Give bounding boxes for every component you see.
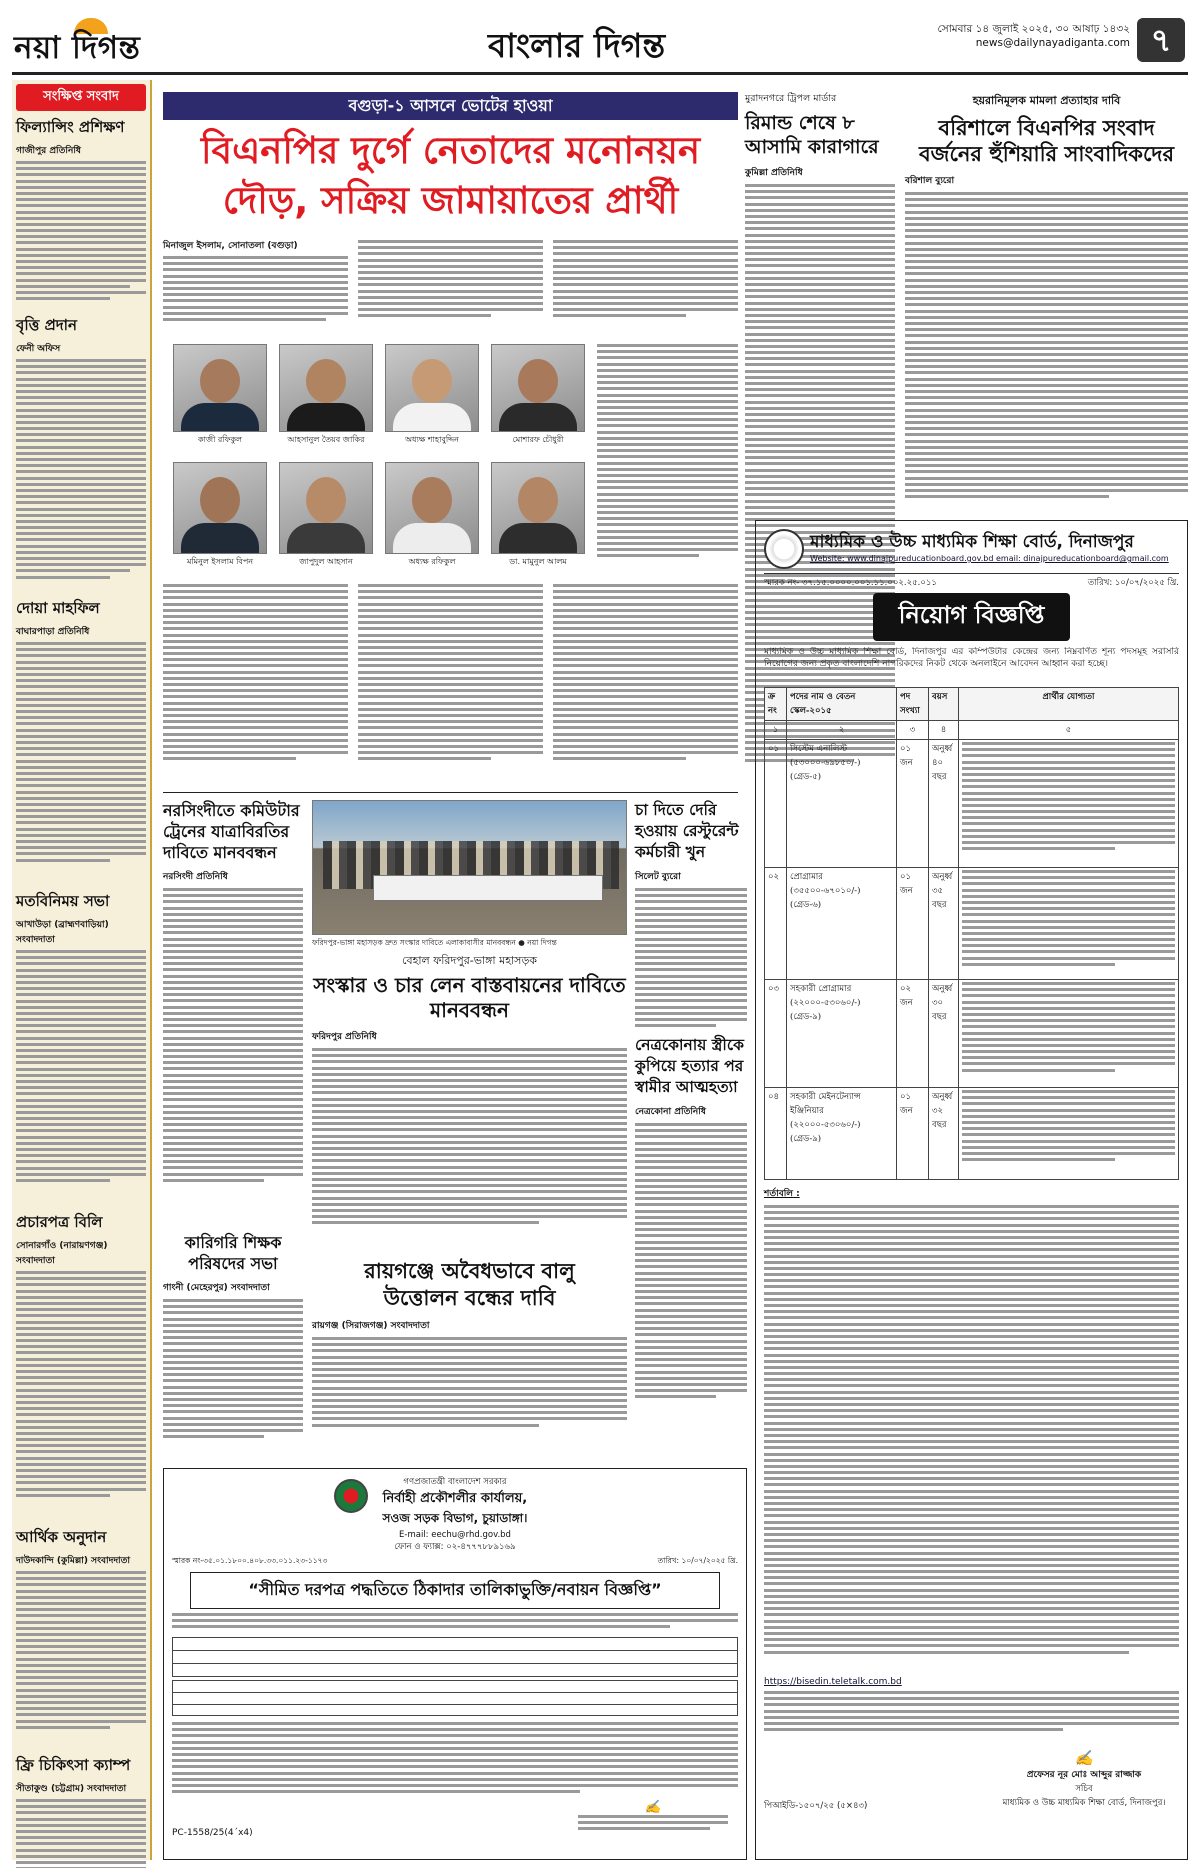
portrait-caption: মমিনুল ইসলাম বিপন [186, 557, 254, 566]
col-number: ২ [787, 721, 897, 740]
masthead [0, 0, 1200, 70]
terms-body [764, 1205, 1179, 1675]
story-kicker: বেহাল ফরিদপুর-ভাঙ্গা মহাসড়ক [401, 954, 537, 967]
tender-gov: গণপ্রজাতন্ত্রী বাংলাদেশ সরকার [403, 1477, 507, 1487]
portrait-caption: মোশারফ চৌধুরী [512, 435, 564, 444]
govt-emblem-icon [334, 1479, 368, 1513]
table-row [765, 1088, 1179, 1180]
table-row [765, 868, 1179, 980]
banner-in-photo [373, 875, 603, 901]
dateline [860, 22, 1130, 50]
brief-item [16, 887, 146, 1208]
portrait-caption: ডা. মামুনুল আলম [509, 557, 567, 566]
row-count: ০১ জন [897, 868, 929, 980]
row-count: ০১ জন [897, 1088, 929, 1180]
story-train [163, 800, 303, 1225]
col-number: ৫ [959, 721, 1179, 740]
story-sand [312, 1258, 627, 1458]
portrait-caption: অধ্যক্ষ শাহাবুদ্দিন [405, 435, 459, 444]
signatory-role: সচিব [1075, 1784, 1093, 1794]
tender-dept: সওজ সড়ক বিভাগ, চুয়াডাঙ্গা। [382, 1511, 528, 1525]
row-no: ০৪ [765, 1088, 787, 1180]
table-row [765, 980, 1179, 1088]
story-headline: চা দিতে দেরি হওয়ায় রেস্টুরেন্ট কর্মচারী খুন [635, 801, 739, 861]
story-headline: রায়গঞ্জে অবৈধভাবে বালু উত্তোলন বন্ধের দাবি [364, 1259, 575, 1310]
tender-office: নির্বাহী প্রকৌশলীর কার্যালয়, [382, 1491, 528, 1506]
row-post: সহকারী মেইনটেন্যান্স ইঞ্জিনিয়ার (২২০০০-৫৩০৬০/-) (গ্রেড-৯) [787, 1088, 897, 1180]
recruitment-notice [755, 520, 1188, 1860]
lead-body-bottom [163, 584, 738, 784]
photo-caption: ফরিদপুর-ভাঙ্গা মহাসড়ক দ্রুত সংস্কার দাবিতে এলাকাবাসীর মানববন্ধন ● নয়া দিগন্ত [312, 938, 557, 947]
brief-byline: আখাউড়া (ব্রাহ্মণবাড়িয়া) সংবাদদাতা [16, 920, 109, 945]
table-number-row [765, 721, 1179, 740]
vacancy-table [764, 687, 1179, 1180]
tender-phone: ফোন ও ফ্যাক্স: ০২-৪৭৭৭৮৮৯১৬৯ [394, 1542, 516, 1552]
story-byline: রায়গঞ্জ (সিরাজগঞ্জ) সংবাদদাতা [312, 1321, 430, 1331]
brief-item [16, 1208, 146, 1523]
row-qualification [959, 868, 1179, 980]
col-number: ১ [765, 721, 787, 740]
brief-body [16, 161, 146, 311]
row-no: ০৩ [765, 980, 787, 1088]
story-headline: বরিশালে বিএনপির সংবাদ বর্জনের হুঁশিয়ারি সাংবাদিকদের [918, 116, 1175, 166]
board-website: Website: www.dinajpureducationboard.gov.bd email: dinajpureducationboard@gmail.com [810, 554, 1169, 563]
story-byline: কুমিল্লা প্রতিনিধি [745, 168, 803, 178]
brief-item [16, 113, 146, 311]
newspaper-logo [12, 12, 207, 66]
board-header [764, 527, 1179, 573]
brief-item [16, 311, 146, 594]
tender-date: তারিখ: ১০/০৭/২০২৫ খ্রি. [657, 1556, 738, 1565]
photo-caption-text: ফরিদপুর-ভাঙ্গা মহাসড়ক দ্রুত সংস্কার দাবিতে এলাকাবাসীর মানববন্ধন [312, 938, 516, 947]
photo-credit: নয়া দিগন্ত [527, 938, 557, 947]
row-qualification [959, 980, 1179, 1088]
lead-body-top [163, 238, 738, 330]
portrait-caption: কাজী রফিকুল [198, 435, 242, 444]
story-road [312, 952, 627, 1252]
news-email: news@dailynayadiganta.com [975, 37, 1130, 49]
story-tea [635, 800, 747, 1025]
brief-title: বৃত্তি প্রদান [16, 316, 77, 334]
brief-news-banner: সংক্ষিপ্ত সংবাদ [16, 84, 146, 111]
story-byline: বরিশাল ব্যুরো [905, 176, 955, 186]
terms-title: শর্তাবলি : [764, 1189, 800, 1199]
portrait-caption: জাপুদুল আহসান [299, 557, 353, 566]
story-kicker: হয়রানিমূলক মামলা প্রত্যাহার দাবি [972, 94, 1121, 107]
story-barishal [905, 92, 1188, 512]
apply-link[interactable]: https://bisedin.teletalk.com.bd [764, 1677, 902, 1687]
human-chain-photo [312, 800, 627, 935]
tender-email: E-mail: eechu@rhd.gov.bd [399, 1530, 511, 1540]
tender-table-2 [172, 1680, 738, 1716]
logo-text: নয়া দিগন্ত [14, 30, 141, 66]
section-title: বাংলার দিগন্ত [488, 26, 666, 65]
candidate-portrait [173, 462, 267, 554]
col-number: ৩ [897, 721, 929, 740]
candidate-portrait [173, 344, 267, 432]
row-no: ০২ [765, 868, 787, 980]
lead-headline-line1: বিএনপির দুর্গে নেতাদের মনোনয়ন [200, 129, 701, 172]
row-qualification [959, 740, 1179, 868]
page-number: ৭ [1150, 21, 1172, 59]
col-header: ক্র নং [765, 688, 787, 721]
candidate-portrait [279, 462, 373, 554]
candidate-portrait [491, 344, 585, 432]
story-headline: কারিগরি শিক্ষক পরিষদের সভা [184, 1233, 282, 1273]
tender-notice [163, 1468, 747, 1860]
brief-title: মতবিনিময় সভা [16, 892, 110, 910]
board-name: মাধ্যমিক ও উচ্চ মাধ্যমিক শিক্ষা বোর্ড, দিনাজপুর [810, 532, 1134, 552]
brief-title: ফিল্যান্সিং প্রশিক্ষণ [16, 118, 125, 136]
board-emblem-icon [764, 529, 804, 569]
brief-byline: গাজীপুর প্রতিনিধি [16, 146, 81, 156]
col-header: বয়স [929, 688, 959, 721]
notice-date: তারিখ: ১০/০৭/২০২৫ খ্রি. [1087, 578, 1179, 588]
candidate-portrait [385, 344, 479, 432]
tender-memo: স্মারক নং-৩৫.০১.১৮০০.৪০৮.৩৩.০১১.২৩-১১৭৩ [172, 1556, 328, 1565]
lead-kicker [163, 92, 738, 120]
candidate-portrait [279, 344, 373, 432]
notice-title: নিয়োগ বিজ্ঞপ্তি [873, 593, 1071, 641]
row-age: অনুর্ধ্ব ৩২ বছর [929, 1088, 959, 1180]
tender-title: “সীমিত দরপত্র পদ্ধতিতে ঠিকাদার তালিকাভুক্তি/নবায়ন বিজ্ঞপ্তি” [190, 1572, 720, 1609]
story-headline: নরসিংদীতে কমিউটার ট্রেনের যাত্রাবিরতির দাবিতে মানববন্ধন [163, 801, 300, 862]
brief-title: দোয়া মাহফিল [16, 599, 100, 617]
col-header: পদের নাম ও বেতন স্কেল-২০১৫ [787, 688, 897, 721]
brief-item [16, 1751, 146, 1868]
candidate-portrait [385, 462, 479, 554]
col-header: প্রার্থীর যোগ্যতা [959, 688, 1179, 721]
tender-pc: PC-1558/25(4´x4) [172, 1828, 253, 1838]
row-age: অনুর্ধ্ব ৩০ বছর [929, 980, 959, 1088]
table-row [765, 740, 1179, 868]
tender-signature [578, 1800, 728, 1837]
signature-block [989, 1749, 1179, 1810]
brief-body [16, 950, 146, 1208]
story-byline: সিলেট ব্যুরো [635, 872, 681, 882]
story-headline: সংস্কার ও চার লেন বাস্তবায়নের দাবিতে মানববন্ধন [313, 973, 626, 1022]
col-number: ৪ [929, 721, 959, 740]
brief-body [16, 1799, 146, 1868]
masthead-rule [12, 72, 1188, 75]
portrait-caption: অধ্যক্ষ রফিকুল [408, 557, 456, 566]
brief-body [16, 1271, 146, 1523]
signature-icon: ✍ [1074, 1749, 1094, 1767]
signature-icon: ✍ [644, 1800, 662, 1815]
table-header-row [765, 688, 1179, 721]
lead-headline-line2: দৌড়, সক্রিয় জামায়াতের প্রার্থী [222, 179, 679, 222]
row-age: অনুর্ধ্ব ৩৫ বছর [929, 868, 959, 980]
lead-kicker-text: বগুড়া-১ আসনে ভোটের হাওয়া [348, 96, 553, 115]
brief-news-column [12, 80, 152, 1860]
brief-byline: বাঘারপাড়া প্রতিনিধি [16, 627, 90, 637]
row-qualification [959, 1088, 1179, 1180]
brief-title: প্রচারপত্র বিলি [16, 1213, 103, 1231]
story-byline: ফরিদপুর প্রতিনিধি [312, 1032, 377, 1042]
story-byline: নরসিংদী প্রতিনিধি [163, 872, 228, 882]
story-byline: গাংনী (মেহেরপুর) সংবাদদাতা [163, 1283, 270, 1293]
candidate-portrait [491, 462, 585, 554]
brief-byline: দাউদকান্দি (কুমিল্লা) সংবাদদাতা [16, 1556, 131, 1566]
brief-title: আর্থিক অনুদান [16, 1528, 107, 1546]
brief-item [16, 1523, 146, 1751]
brief-item [16, 594, 146, 887]
row-post: সিস্টেম এনালিস্ট (৫৩০০০-৬৯৮৫০/-) (গ্রেড-৫) [787, 740, 897, 868]
portrait-caption: আহসানুল তৈয়ব জাকির [287, 435, 365, 444]
brief-byline: সীতাকুণ্ড (চট্টগ্রাম) সংবাদদাতা [16, 1784, 127, 1794]
issue-date: সোমবার ১৪ জুলাই ২০২৫, ৩০ আষাঢ় ১৪৩২ [937, 23, 1130, 35]
story-kicker: মুরাদনগরে ট্রিপল মার্ডার [745, 93, 837, 104]
brief-body [16, 642, 146, 887]
brief-body [16, 1571, 146, 1751]
signatory-name: প্রফেসর নূর মোঃ আব্দুর রাজ্জাক [1026, 1770, 1142, 1780]
signatory-org: মাধ্যমিক ও উচ্চ মাধ্যমিক শিক্ষা বোর্ড, দিনাজপুর। [1002, 1798, 1166, 1808]
row-post: সহকারী প্রোগ্রামার (২২০০০-৫৩০৬০/-) (গ্রেড-৯) [787, 980, 897, 1088]
row-count: ০২ জন [897, 980, 929, 1088]
candidate-portraits [163, 344, 738, 576]
story-headline: নেত্রকোনায় স্ত্রীকে কুপিয়ে হত্যার পর স্বামীর আত্মহত্যা [635, 1036, 744, 1096]
row-post: প্রোগ্রামার (৩৫৫০০-৬৭০১০/-) (গ্রেড-৬) [787, 868, 897, 980]
col-header: পদ সংখ্যা [897, 688, 929, 721]
lead-byline: মিনাজুল ইসলাম, সোনাতলা (বগুড়া) [163, 241, 298, 251]
notice-pid: পিআইডি-১৫০৭/২৫ (৫×৪৩) [764, 1801, 868, 1811]
brief-byline: ফেনী অফিস [16, 344, 61, 354]
notice-intro: মাধ্যমিক ও উচ্চ মাধ্যমিক শিক্ষা বোর্ড, দিনাজপুর এর কম্পিউটার কেন্দ্রের জন্য নিম্নবর্ণিত শূন্য পদসমূহ সরাসরি নিয়োগের জন্য প্রকৃত বাংলাদেশি নাগরিকদের নিকট থেকে অনলাইনে আবেদন আহ্বান করা হচ্ছে। [764, 647, 1179, 669]
page-number-box [1137, 18, 1185, 62]
row-count: ০১ জন [897, 740, 929, 868]
brief-title: ফ্রি চিকিৎসা ক্যাম্প [16, 1756, 131, 1774]
row-age: অনুর্ধ্ব ৪০ বছর [929, 740, 959, 868]
story-netrokona [635, 1035, 747, 1460]
tender-table-1 [172, 1637, 738, 1677]
row-no: ০১ [765, 740, 787, 868]
brief-byline: সোনারগাঁও (নারায়ণগঞ্জ) সংবাদদাতা [16, 1241, 108, 1266]
story-headline: রিমান্ড শেষে ৮ আসামি কারাগারে [745, 112, 879, 158]
story-byline: নেত্রকোনা প্রতিনিধি [635, 1107, 706, 1117]
brief-body [16, 359, 146, 594]
story-teachers [163, 1232, 303, 1462]
notice-memo: স্মারক নং- ৩৭.১৫.০০০০.০০১.১১.০০২.২৫.০১১ [764, 578, 937, 588]
lead-headline [163, 126, 738, 226]
